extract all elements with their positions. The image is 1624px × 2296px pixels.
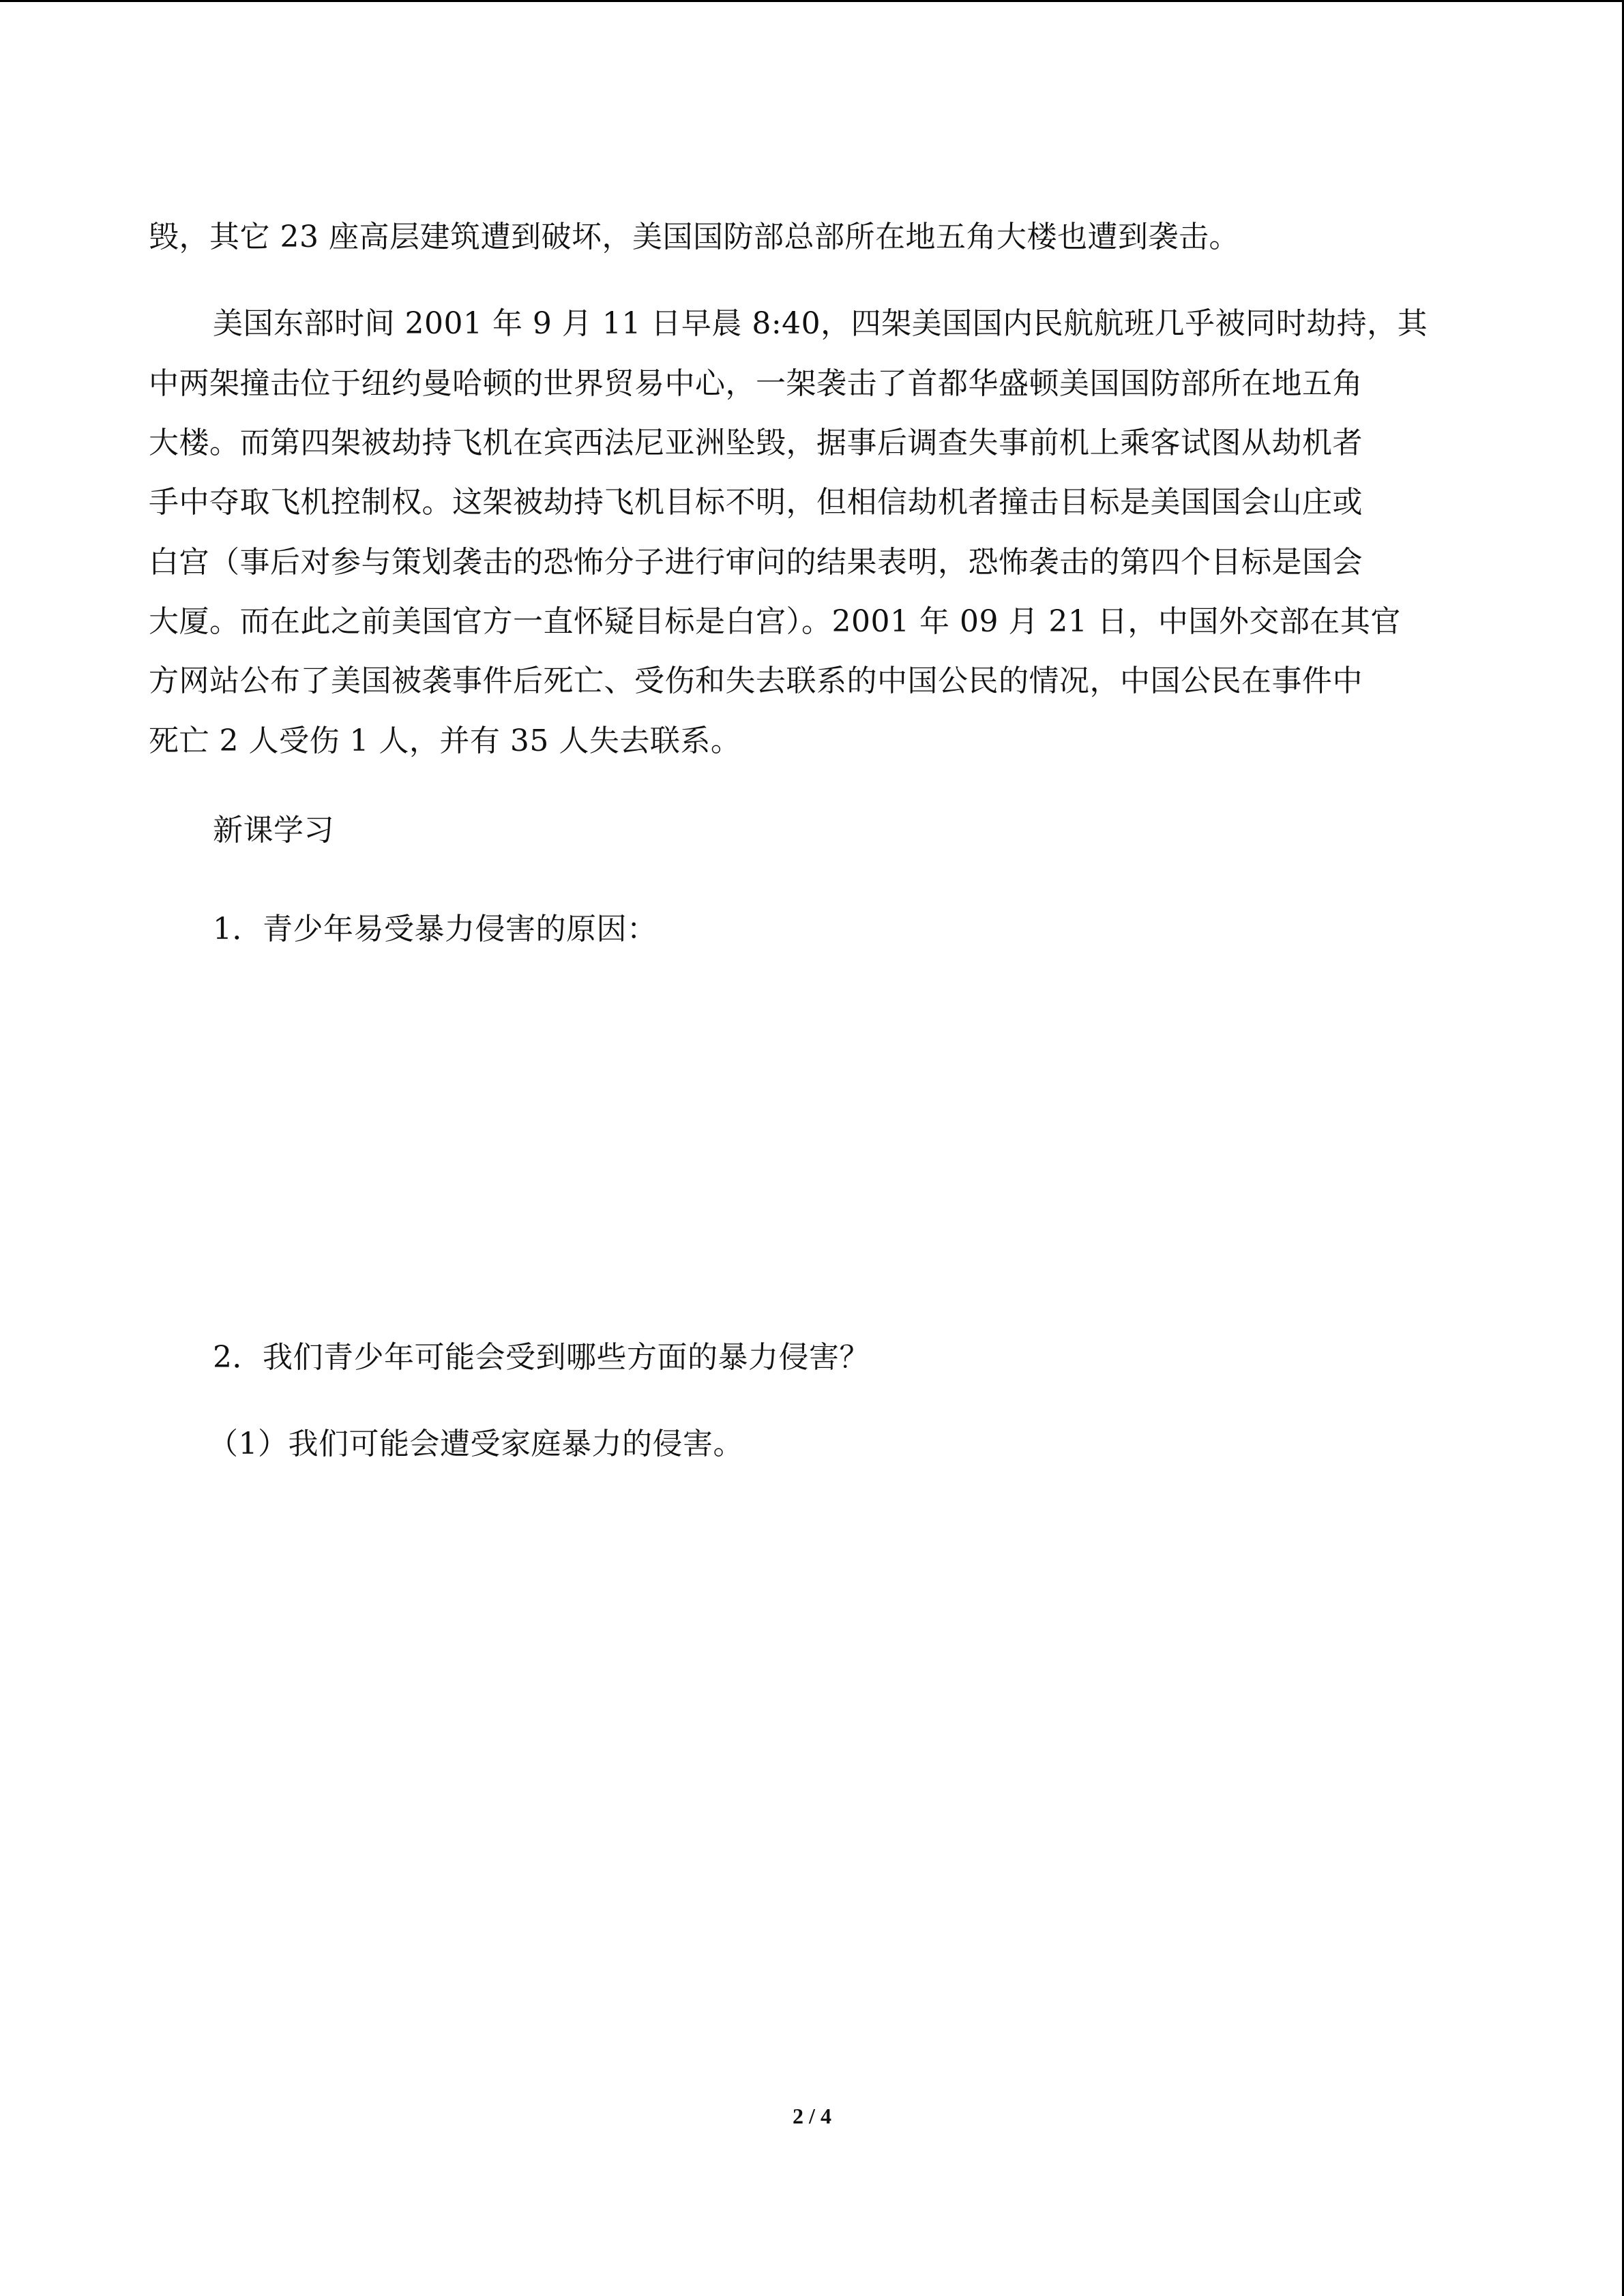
answer-2-1: （1）我们可能会遭受家庭暴力的侵害。 <box>208 1427 743 1461</box>
question-1: 1．青少年易受暴力侵害的原因： <box>213 912 658 946</box>
paragraph-line: 中两架撞击位于纽约曼哈顿的世界贸易中心，一架袭击了首都华盛顿美国国防部所在地五角 <box>149 366 1363 401</box>
paragraph-line: 方网站公布了美国被袭事件后死亡、受伤和失去联系的中国公民的情况，中国公民在事件中 <box>149 664 1363 698</box>
paragraph-line: 大厦。而在此之前美国官方一直怀疑目标是白宫）。2001 年 09 月 21 日，中国外交部在其官 <box>149 604 1401 639</box>
question-2: 2．我们青少年可能会受到哪些方面的暴力侵害？ <box>213 1340 870 1375</box>
paragraph-line: 白宫（事后对参与策划袭击的恐怖分子进行审问的结果表明，恐怖袭击的第四个目标是国会 <box>149 545 1363 580</box>
paragraph-line: 手中夺取飞机控制权。这架被劫持飞机目标不明，但相信劫机者撞击目标是美国国会山庄或 <box>149 485 1363 520</box>
paragraph-line: 死亡 2 人受伤 1 人，并有 35 人失去联系。 <box>149 724 741 758</box>
paragraph-line: 美国东部时间 2001 年 9 月 11 日早晨 8:40，四架美国国内民航航班几乎被同时劫持，其 <box>213 306 1428 341</box>
paragraph-line: 大楼。而第四架被劫持飞机在宾西法尼亚洲坠毁，据事后调查失事前机上乘客试图从劫机者 <box>149 426 1363 460</box>
page-number: 2 / 4 <box>793 2104 831 2128</box>
paragraph-line: 毁，其它 23 座高层建筑遭到破坏，美国国防部总部所在地五角大楼也遭到袭击。 <box>149 220 1239 254</box>
section-heading: 新课学习 <box>213 813 334 848</box>
